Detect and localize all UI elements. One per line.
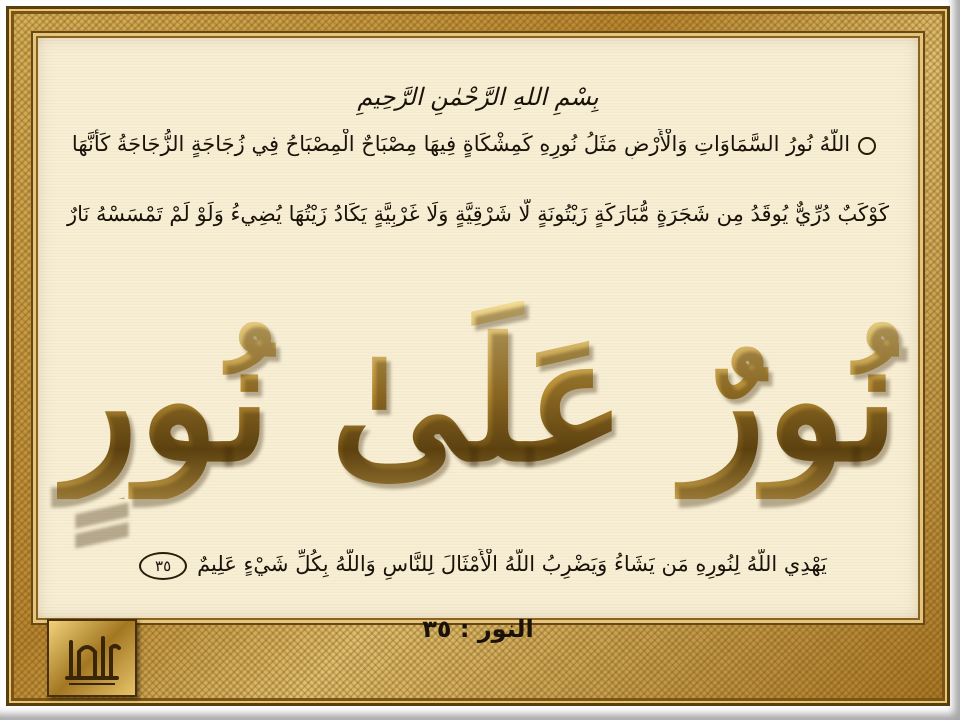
calligraphy-title: نُورٌ عَلَىٰ نُورٍ xyxy=(56,301,900,499)
verse-line-1 xyxy=(33,129,923,159)
calligraphy-area xyxy=(33,255,923,545)
calligraphy-logo-icon xyxy=(47,619,137,697)
ayah-number-marker: ٣٥ xyxy=(139,552,187,580)
verse-line-3 xyxy=(33,549,923,580)
verse-line-2: كَوْكَبٌ دُرِّيٌّ يُوقَدُ مِن شَجَرَةٍ مُّبَارَكَةٍ زَيْتُونَةٍ لَّا شَرْقِيَّةٍ وَلَا غَرْبِيَّةٍ يَكَادُ زَيْتُهَا يُضِيءُ وَلَوْ لَمْ تَمْسَسْهُ نَارٌ xyxy=(66,202,890,226)
surah-reference: النور : ٣٥ xyxy=(422,615,534,643)
ornamental-frame xyxy=(6,6,950,706)
verse-line-1-text: اللَّهُ نُورُ السَّمَاوَاتِ وَالْأَرْضِ مَثَلُ نُورِهِ كَمِشْكَاةٍ فِيهَا مِصْبَاحٌ الْمِصْبَاحُ فِي زُجَاجَةٍ الزُّجَاجَةُ كَأَنَّهَا xyxy=(71,132,851,156)
rosette-icon xyxy=(858,137,876,155)
verse-line-3-text: يَهْدِي اللَّهُ لِنُورِهِ مَن يَشَاءُ وَيَضْرِبُ اللَّهُ الْأَمْثَالَ لِلنَّاسِ وَاللَّهُ بِكُلِّ شَيْءٍ عَلِيمٌ xyxy=(197,552,827,576)
parchment-panel xyxy=(31,31,925,643)
calligraphy-logo-glyph xyxy=(57,628,127,688)
basmala: بِسْمِ اللهِ الرَّحْمٰنِ الرَّحِيمِ xyxy=(357,83,599,111)
